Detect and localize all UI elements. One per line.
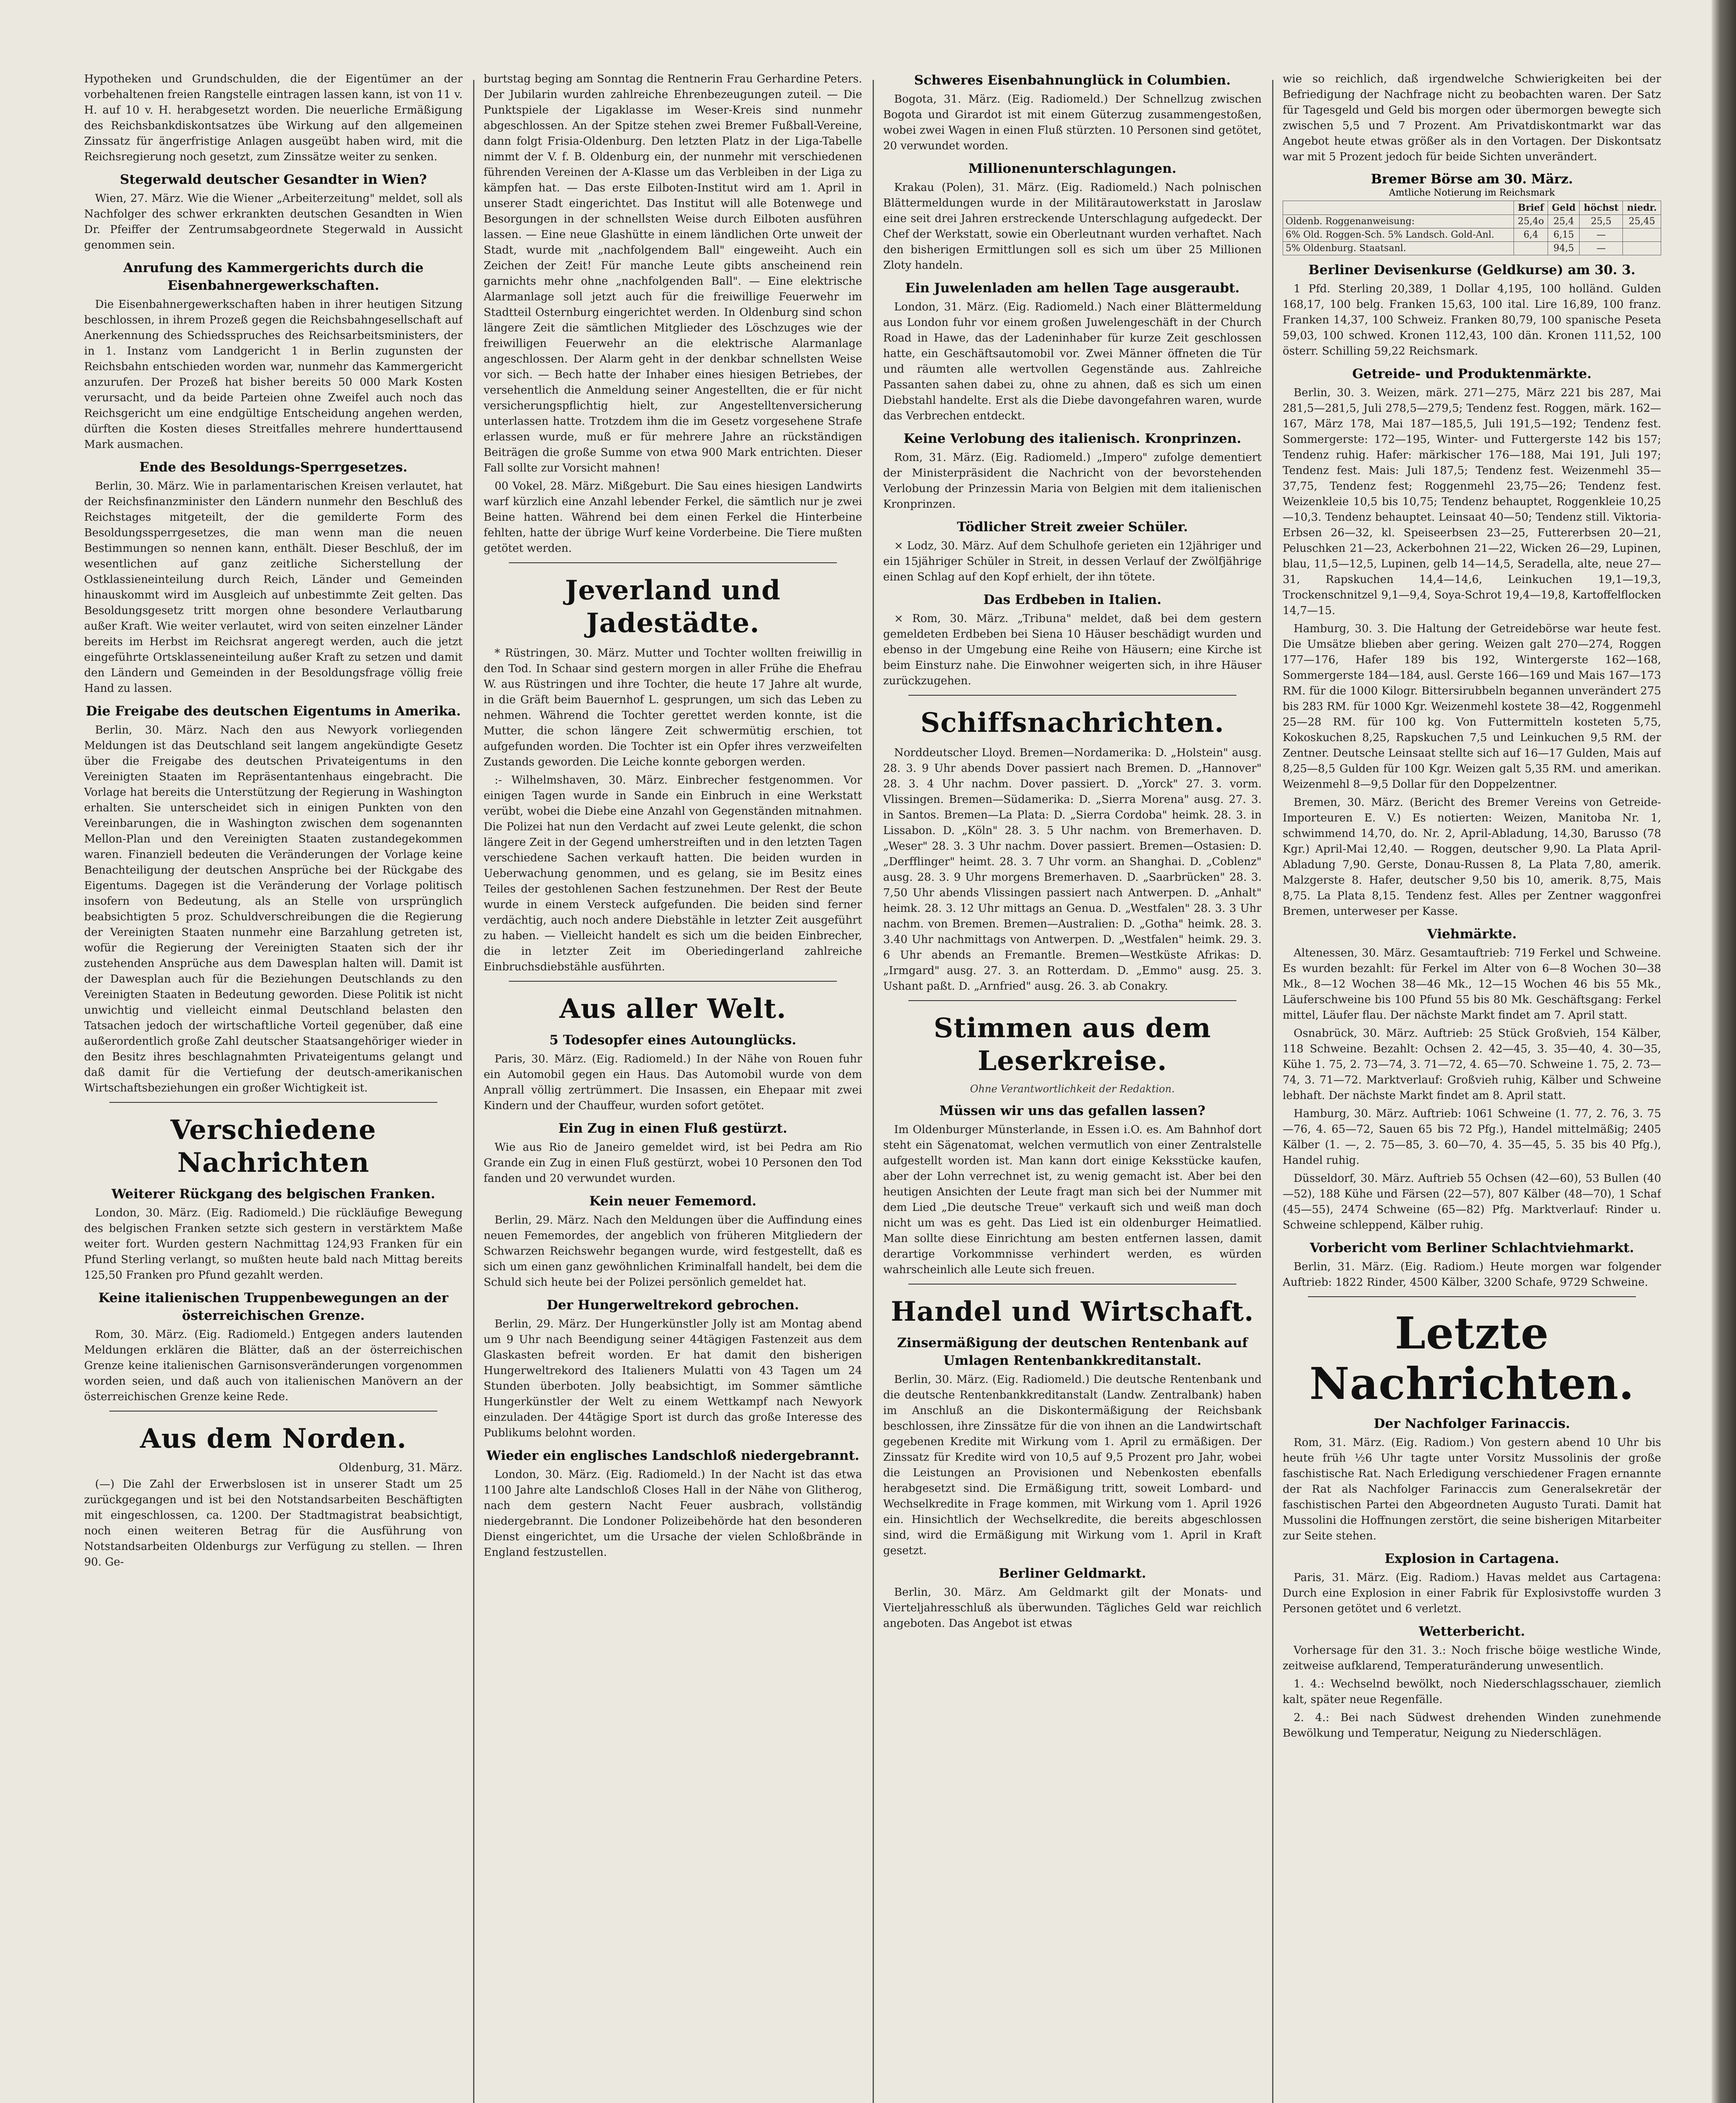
article-text: Berlin, 31. März. (Eig. Radiom.) Heute morgen war folgender Auftrieb: 1822 Rinder, 4500 Kälber, 3200 Schafe, 9729 Schweine. xyxy=(1283,1261,1661,1289)
headline: Wieder ein englisches Landschloß niedergebrannt. xyxy=(486,1448,860,1463)
table-row xyxy=(1283,215,1661,228)
headline: Wetterbericht. xyxy=(1418,1624,1525,1639)
headline: Das Erdbeben in Italien. xyxy=(983,592,1162,607)
article-text: Paris, 31. März. (Eig. Radiom.) Havas meldet aus Cartagena: Durch eine Explosion in einer Fabrik für Explosivstoffe wurden 3 Personen getötet und 6 verletzt. xyxy=(1283,1571,1661,1615)
article-text: Berlin, 29. März. Nach den Meldungen über die Auffindung eines neuen Fememordes, der angeblich von früheren Mitgliedern der Schwarzen Reichswehr begangen wurde, wird festgestellt, daß es sich um einen ganz gewöhnlichen Kriminalfall handelt, bei dem die Schuld sich heute bei der Polizei persönlich gemeldet hat. xyxy=(484,1214,862,1289)
headline: Vorbericht vom Berliner Schlachtviehmarkt. xyxy=(1310,1240,1634,1255)
table-cell: 5% Oldenburg. Staatsanl. xyxy=(1283,242,1514,255)
section-heading: Jeverland und Jadestädte. xyxy=(565,575,781,639)
article-text: 1. 4.: Wechselnd bewölkt, noch Niederschlagsschauer, ziemlich kalt, später neue Regenfälle. xyxy=(1283,1678,1661,1706)
headline: Zinsermäßigung der deutschen Rentenbank auf Umlagen Rentenbankkreditanstalt. xyxy=(897,1335,1248,1368)
section-divider xyxy=(908,695,1236,696)
table-header: Brief xyxy=(1514,201,1548,215)
section-heading: Schiffsnachrichten. xyxy=(920,707,1225,739)
article-text: Hamburg, 30. März. Auftrieb: 1061 Schweine (1. 77, 2. 76, 3. 75—76, 4. 65—72, Sauen 65 bis 72 Pfg.), Handel mittelmäßig; 2405 Kälber (1. —, 2. 75—85, 3. 60—70, 4. 35—45, 5. 35 bis 40 Pfg.), Handel ruhig. xyxy=(1283,1107,1661,1167)
exchange-table xyxy=(1283,201,1661,255)
article-text: wie so reichlich, daß irgendwelche Schwierigkeiten bei der Befriedigung der Nachfrage nicht zu beobachten waren. Der Satz für Tagesgeld und Geld bis morgen oder übermorgen bewegte sich zwischen 5,5 und 7 Prozent. Am Privatdiskontmarkt war das Angebot heute etwas größer als in den Vortagen. Der Diskontsatz war mit 5 Prozent jedoch für beide Sichten unverändert. xyxy=(1283,73,1661,163)
headline: Explosion in Cartagena. xyxy=(1384,1551,1559,1566)
table-cell: 25,5 xyxy=(1580,215,1623,228)
table-header-row xyxy=(1283,201,1661,215)
headline: Viehmärkte. xyxy=(1427,927,1517,942)
section-heading: Verschiedene Nachrichten xyxy=(170,1114,376,1179)
article-text: Wie aus Rio de Janeiro gemeldet wird, ist bei Pedra am Rio Grande ein Zug in einen Fluß gestürzt, wobei 10 Personen den Tod fanden und 20 verwundet wurden. xyxy=(484,1141,862,1185)
table-cell: 25,4o xyxy=(1514,215,1548,228)
article-text: London, 30. März. (Eig. Radiomeld.) Die rückläufige Bewegung des belgischen Franken setzte sich gestern in verstärktem Maße weiter fort. Wurden gestern Nachmittag 124,93 Franken für ein Pfund Sterling verlangt, so mußten heute bald nach Mittag bereits 125,50 Franken pro Pfund gezahlt werden. xyxy=(84,1207,463,1282)
column-3 xyxy=(883,72,1262,2103)
section-divider xyxy=(509,981,837,982)
headline: Der Hungerweltrekord gebrochen. xyxy=(547,1298,799,1313)
article-text: Berlin, 30. 3. Weizen, märk. 271—275, März 221 bis 287, Mai 281,5—281,5, Juli 278,5—279,5; Tendenz fest. Roggen, märk. 162—167, März 178, Mai 187—185,5, Juli 191,5—192; Tendenz fest. Sommergerste: 172—195, Winter- und Futtergerste 142 bis 157; Tendenz ruhig. Hafer: märkischer 176—188, Mai 191, Juli 197; Tendenz fest. Mais: Juli 187,5; Tendenz fest. Weizenmehl 35—37,75, Tendenz fest; Roggenmehl 23,75—26; Tendenz fest. Weizenkleie 10,5 bis 10,75; Tendenz behauptet, Roggenkleie 10,25—10,3. Tendenz behauptet. Leinsaat 40—50; Tendenz still. Viktoria-Erbsen 26—32, kl. Speiseerbsen 23—25, Futtererbsen 20—21, Peluschken 21—23, Ackerbohnen 21—22, Wicken 26—29, Lupinen, blau, 11,5—12,5, Lupinen, gelb 14—14,5, Seradella, alte, neue 27—31, Rapskuchen 14,4—14,6, Leinkuchen 19,1—19,3, Trockenschnitzel 9,1—9,4, Soya-Schrot 19,4—19,8, Kartoffelflocken 14,7—15. xyxy=(1283,387,1661,617)
table-header xyxy=(1283,201,1514,215)
article-text: * Rüstringen, 30. März. Mutter und Tochter wollten freiwillig in den Tod. In Schaar sind gestern morgen in aller Frühe die Ehefrau W. aus Rüstringen und ihre Tochter, die heute 17 Jahre alt wurde, in die Gräft beim Bauernhof L. gesprungen, um sich das Leben zu nehmen. Während die Tochter gerettet werden konnte, ist die Mutter, die schon längere Zeit schwermütig erschien, tot aufgefunden worden. Die Tochter ist ein Opfer ihres verzweifelten Zustands geworden. Die Leiche konnte geborgen werden. xyxy=(484,647,862,768)
article-text: :- Wilhelmshaven, 30. März. Einbrecher festgenommen. Vor einigen Tagen wurde in Sande ein Einbruch in eine Werkstatt verübt, wobei die Diebe eine Anzahl von Gegenständen mitnahmen. Die Polizei hat nun den Verdacht auf zwei Leute gelenkt, die schon längere Zeit in der Gegend umherstreiften und in den letzten Tagen verschiedene Sachen verkauft hatten. Die beiden wurden in Ueberwachung genommen, und es gelang, sie im Besitz eines Teiles der gestohlenen Sachen festzunehmen. Der Rest der Beute wurde in einem Versteck aufgefunden. Die beiden sind ferner verdächtig, auch noch andere Diebstähle in letzter Zeit ausgeführt zu haben. — Vielleicht handelt es sich um die beiden Einbrecher, die in letzter Zeit im Oberiedingerland zahlreiche Einbruchsdiebstähle ausführten. xyxy=(484,774,862,973)
headline: Ein Juwelenladen am hellen Tage ausgeraubt. xyxy=(905,281,1240,296)
headline: Weiterer Rückgang des belgischen Franken. xyxy=(111,1187,435,1202)
column-1 xyxy=(84,72,463,2103)
section-subtitle: Ohne Verantwortlichkeit der Redaktion. xyxy=(970,1083,1175,1095)
table-header: niedr. xyxy=(1623,201,1661,215)
headline: Keine italienischen Truppenbewegungen an der österreichischen Grenze. xyxy=(98,1290,449,1323)
headline: Schweres Eisenbahnunglück in Columbien. xyxy=(914,73,1231,88)
headline: Getreide- und Produktenmärkte. xyxy=(1352,366,1592,381)
article-text: Rom, 30. März. (Eig. Radiomeld.) Entgegen anders lautenden Meldungen erklären die Blätter, daß an der österreichischen Grenze keine italienischen Garnisonsveränderungen vorgenommen worden seien, und daß auch von italienischen Manövern an der österreichischen Grenze keine Rede. xyxy=(84,1328,463,1403)
article-text: Wien, 27. März. Wie die Wiener „Arbeiterzeitung" meldet, soll als Nachfolger des schwer erkrankten deutschen Gesandten in Wien Dr. Pfeiffer der Zentrumsabgeordnete Stegerwald in Aussicht genommen sein. xyxy=(84,192,463,252)
article-text: 00 Vokel, 28. März. Mißgeburt. Die Sau eines hiesigen Landwirts warf kürzlich eine Anzahl lebender Ferkel, die sämtlich nur je zwei Beine hatten. Während bei dem einen Ferkel die Hinterbeine fehlten, hatte der übrige Wurf keine Vorderbeine. Die Tiere mußten getötet werden. xyxy=(484,480,862,555)
article-text: Berlin, 30. März. Am Geldmarkt gilt der Monats- und Vierteljahresschluß als überwunden. Tägliches Geld war reichlich angeboten. Das Angebot ist etwas xyxy=(883,1586,1262,1630)
article-text: Rom, 31. März. (Eig. Radiom.) Von gestern abend 10 Uhr bis heute früh ½6 Uhr tagte unter Vorsitz Mussolinis der große faschistische Rat. Nach Erledigung verschiedener Fragen ernannte der Rat als Nachfolger Farinaccis zum Generalsekretär der faschistischen Partei den Abgeordneten Augusto Turati. Damit hat Mussolini die Hoffnungen zerstört, die seine bisherigen Mitarbeiter zur Seite stehen. xyxy=(1283,1436,1661,1542)
article-text: Rom, 31. März. (Eig. Radiomeld.) „Impero" zufolge dementiert der Ministerpräsident die Nachricht von der bevorstehenden Verlobung der Prinzessin Maria von Belgien mit dem italienischen Kronprinzen. xyxy=(883,451,1262,511)
table-header: höchst xyxy=(1580,201,1623,215)
section-divider xyxy=(509,562,837,563)
article-text: Vorhersage für den 31. 3.: Noch frische böige westliche Winde, zeitweise aufklarend, Temperaturänderung unwesentlich. xyxy=(1283,1644,1661,1672)
article-text: Im Oldenburger Münsterlande, in Essen i.O. es. Am Bahnhof dort steht ein Sägenatomat, welchen vermutlich von einer Zentralstelle aufgestellt worden ist. Man kann dort einige Keksstücke kaufen, aber der Lohn verrechnet ist, zu wenig gemacht ist. Aber bei den heutigen Ansichten der Leute fragt man sich bei der Nummer mit dem Lied „Die deutsche Treue" verkauft sich und weiß man doch nicht um was es geht. Das Lied ist ein oldenburger Heimatlied. Man sollte diese Einrichtung am besten entfernen lassen, damit derartige Vorkommnisse verhindert werden, es würden wahrscheinlich alle Leute sich freuen. xyxy=(883,1123,1262,1276)
column-rule xyxy=(1272,80,1273,2103)
section-heading: Letzte Nachrichten. xyxy=(1309,1307,1635,1409)
headline: Stegerwald deutscher Gesandter in Wien? xyxy=(120,172,427,187)
section-heading: Aus aller Welt. xyxy=(559,993,786,1025)
article-text: Hamburg, 30. 3. Die Haltung der Getreidebörse war heute fest. Die Umsätze blieben aber gering. Weizen galt 270—274, Roggen 177—176, Hafer 189 bis 192, Wintergerste 162—168, Sommergerste 184—184, ausl. Gerste 166—169 und Mais 167—173 RM. für die 1000 Kilogr. Bittersirubbeln begannen unverändert 275 bis 283 RM. für 1000 Kgr. Weizenmehl kostete 38—42, Roggenmehl 25—28 RM. für 100 kg. Von Futtermitteln kosteten 5,75, Kokoskuchen 8,25, Rapskuchen 7,5 und Leinkuchen 9,5 RM. der Zentner. Deutsche Leinsaat stellte sich auf 16—17 Gulden, Mais auf 8,25—8,5 Gulden für 100 Kgr. Weizen galt 5,35 RM. und amerikan. Weizenmehl 8—9,5 Dollar für den Doppelzentner. xyxy=(1283,622,1661,791)
article-text: Altenessen, 30. März. Gesamtauftrieb: 719 Ferkel und Schweine. Es wurden bezahlt: für Ferkel im Alter von 6—8 Wochen 30—38 Mk., 8—12 Wochen 38—46 Mk., 12—15 Wochen 46 bis 55 Mk., Läuferschweine bis 100 Pfund 55 bis 80 Mk. Geschäftsgang: Ferkel mittel, Läufer flau. Der nächste Markt findet am 7. April statt. xyxy=(1283,947,1661,1022)
headline: Berliner Devisenkurse (Geldkurse) am 30. 3. xyxy=(1308,262,1635,278)
headline: Der Nachfolger Farinaccis. xyxy=(1373,1416,1570,1431)
article-text: Osnabrück, 30. März. Auftrieb: 25 Stück Großvieh, 154 Kälber, 118 Schweine. Bezahlt: Ochsen 2. 42—45, 3. 35—40, 4. 30—35, Kühe 1. 75, 2. 73—74, 3. 71—72, 4. 65—70. Schweine 1. 75, 2. 73—74, 3. 71—72. Marktverlauf: Großvieh ruhig, Kälber und Schweine lebhaft. Der nächste Markt findet am 8. April statt. xyxy=(1283,1027,1661,1102)
column-layout xyxy=(84,72,1691,2103)
table-cell: — xyxy=(1580,228,1623,242)
table-header: Geld xyxy=(1548,201,1580,215)
article-text: 2. 4.: Bei nach Südwest drehenden Winden zunehmende Bewölkung und Temperatur, Neigung zu Niederschlägen. xyxy=(1283,1711,1661,1740)
article-text: Düsseldorf, 30. März. Auftrieb 55 Ochsen (42—60), 53 Bullen (40—52), 188 Kühe und Färsen (22—57), 807 Kälber (48—70), 1 Schaf (45—55), 2474 Schweine (65—82) Pfg. Marktverlauf: Rinder u. Schweine schleppend, Kälber ruhig. xyxy=(1283,1172,1661,1232)
article-text: 1 Pfd. Sterling 20,389, 1 Dollar 4,195, 100 holländ. Gulden 168,17, 100 belg. Franken 15,63, 100 ital. Lire 16,89, 100 franz. Franken 14,37, 100 Schweiz. Franken 80,79, 100 spanische Peseta 59,03, 100 schwed. Kronen 112,43, 100 dän. Kronen 111,52, 100 österr. Schilling 59,22 Reichsmark. xyxy=(1283,283,1661,358)
table-cell: 94,5 xyxy=(1548,242,1580,255)
article-text: × Rom, 30. März. „Tribuna" meldet, daß bei dem gestern gemeldeten Erdbeben bei Siena 10 Häuser beschädigt wurden und ebenso in der Umgebung eine Reihe von Häusern; eine Kirche ist beim Einsturz nahe. Die Einwohner weigerten sich, in ihre Häuser zurückzugehen. xyxy=(883,612,1262,687)
headline: Anrufung des Kammergerichts durch die Eisenbahnergewerkschaften. xyxy=(123,260,424,293)
table-cell: 6,4 xyxy=(1514,228,1548,242)
headline: Berliner Geldmarkt. xyxy=(998,1566,1146,1581)
article-text: × Lodz, 30. März. Auf dem Schulhofe gerieten ein 12jähriger und ein 15jähriger Schüler in Streit, in dessen Verlauf der Zwölfjährige einen Schlag auf den Kopf erhielt, der ihn tötete. xyxy=(883,540,1262,583)
page-binding-edge xyxy=(1712,0,1736,2103)
table-cell xyxy=(1623,242,1661,255)
headline: Ende des Besoldungs-Sperrgesetzes. xyxy=(139,460,408,475)
headline: Die Freigabe des deutschen Eigentums in Amerika. xyxy=(86,704,461,719)
table-cell: 25,45 xyxy=(1623,215,1661,228)
article-text: burtstag beging am Sonntag die Rentnerin Frau Gerhardine Peters. Der Jubilarin wurden zahlreiche Ehrenbezeugungen zuteil. — Die Punktspiele der Ligaklasse im Weser-Kreis sind nunmehr abgeschlossen. An der Spitze stehen zwei Bremer Fußball-Vereine, dann folgt Frisia-Oldenburg. Den letzten Platz in der Liga-Tabelle nimmt der V. f. B. Oldenburg ein, der nunmehr mit verschiedenen führenden Vereinen der A-Klasse um das Verbleiben in der Liga zu kämpfen hat. — Das erste Eilboten-Institut wird am 1. April in unserer Stadt eingerichtet. Das Institut will alle Botenwege und Besorgungen in der schnellsten Weise durch Eilboten ausführen lassen. — Eine neue Glashütte in einem ländlichen Orte unweit der Stadt, wurde mit „nachfolgendem Ball" eingeweiht. Auch ein Zeichen der Zeit! Für manche Leute gibts anscheinend rein garnichts mehr ohne „nachfolgenden Ball". — Eine elektrische Alarmanlage soll jetzt auch für die freiwillige Feuerwehr im Stadtteil Osternburg eingerichtet werden. In Oldenburg sind schon längere Zeit die sämtlichen Mitglieder des Löschzuges wie der freiwilligen Feuerwehr an die elektrische Alarmanlage angeschlossen. Der Alarm geht in der denkbar schnellsten Weise vor sich. — Bech hatte der Inhaber eines hiesigen Betriebes, der versehentlich die Anmeldung seiner Angestellten, die er für nicht versicherungspflichtig hielt, zur Angestelltenversicherung unterlassen hatte. Trotzdem ihm die im Gesetz vorgesehene Strafe erlassen wurde, muß er für mehrere Jahre an rückständigen Beiträgen die große Summe von etwa 900 Mark entrichten. Dieser Fall sollte zur Vorsicht mahnen! xyxy=(484,73,862,474)
headline: Tödlicher Streit zweier Schüler. xyxy=(957,519,1188,535)
table-cell xyxy=(1623,228,1661,242)
article-text: London, 30. März. (Eig. Radiomeld.) In der Nacht ist das etwa 1100 Jahre alte Landschloß Closes Hall in der Nähe von Glitherog, nach dem gestern Nacht Feuer ausbrach, vollständig niedergebrannt. Die Londoner Polizeibehörde hat den besonderen Dienst eingerichtet, um die Ursache der vielen Schloßbrände in England festzustellen. xyxy=(484,1468,862,1559)
column-2 xyxy=(484,72,862,2103)
section-divider xyxy=(109,1102,437,1103)
table-cell: 6% Old. Roggen-Sch. 5% Landsch. Gold-Anl. xyxy=(1283,228,1514,242)
headline: Müssen wir uns das gefallen lassen? xyxy=(939,1103,1206,1118)
headline: Millionenunterschlagungen. xyxy=(968,161,1177,176)
table-cell xyxy=(1514,242,1548,255)
headline: 5 Todesopfer eines Autounglücks. xyxy=(549,1033,797,1048)
article-text: Berlin, 30. März. Nach den aus Newyork vorliegenden Meldungen ist das Deutschland seit langem angekündigte Gesetz über die Freigabe des deutschen Privateigentums in den Vereinigten Staaten im Repräsentantenhaus eingebracht. Die Vorlage hat bereits die Unterstützung der Regierung in Washington erhalten. Sie unterscheidet sich in einigen Punkten von den Vereinbarungen, die in Washington zwischen dem sogenannten Mellon-Plan und den Vereinigten Staaten zustandegekommen waren. Finanziell bedeuten die Veränderungen der Vorlage keine Benachteiligung der deutschen Ansprüche bei der Rückgabe des Eigentums. Dagegen ist die Veränderung der Vorlage politisch insofern von Bedeutung, als an Stelle von ursprünglich beabsichtigten 5 proz. Schuldverschreibungen die die Regierung der Vereinigten Staaten nunmehr eine Barzahlung getreten ist, wofür die Regierung der Vereinigten Staaten sich der ihr zustehenden Ansprüche aus dem Dawesplan halten will. Damit ist der Dawesplan auch für die Beziehungen Deutschlands zu den Vereinigten Staaten in Bedeutung geworden. Diese Politik ist nicht unwichtig und vielleicht einmal Deutschland belasten den Tatsachen jedoch der wirtschaftliche Vorteil gegenüber, daß eine außerordentlich große Zahl deutscher Staatsangehöriger wieder in den Besitz ihres beschlagnahmten Privateigentums gelangt und daß damit für die Vertiefung der deutsch-amerikanischen Wirtschaftsbeziehungen ein großer Wichtigkeit ist. xyxy=(84,724,463,1094)
section-heading: Stimmen aus dem Leserkreise. xyxy=(934,1012,1211,1077)
article-text: (—) Die Zahl der Erwerbslosen ist in unserer Stadt um 25 zurückgegangen und ist bei den Notstandsarbeiten Beschäftigten mit eingeschlossen, ca. 1200. Der Stadtmagistrat beabsichtigt, noch einen weiteren Betrag für die Ausführung von Notstandsarbeiten Oldenburgs zur Verfügung zu stellen. — Ihren 90. Ge- xyxy=(84,1478,463,1568)
article-text: Hypotheken und Grundschulden, die der Eigentümer an der vorbehaltenen freien Rangstelle eintragen lassen kann, ist von 11 v. H. auf 10 v. H. herabgesetzt worden. Die neuerliche Ermäßigung des Reichsbankdiskontsatzes übe Wirkung auf den allgemeinen Zinssatz für ängerfristige Anlagen ausgeübt haben wird, mit die Reichsregierung noch gesetzt, zum Zinssätze weiter zu senken. xyxy=(84,73,463,163)
article-text: Bogota, 31. März. (Eig. Radiomeld.) Der Schnellzug zwischen Bogota und Girardot ist mit einem Güterzug zusammengestoßen, wobei zwei Wagen in einen Fluß stürzten. 10 Personen sind getötet, 20 verwundet worden. xyxy=(883,93,1262,152)
dateline: Oldenburg, 31. März. xyxy=(339,1461,463,1474)
column-4 xyxy=(1283,72,1661,2103)
column-rule xyxy=(873,80,874,2103)
article-text: Norddeutscher Lloyd. Bremen—Nordamerika: D. „Holstein" ausg. 28. 3. 9 Uhr abends Dover passiert nach Bremen. D. „Hannover" 28. 3. 4 Uhr nachm. Dover passiert. D. „Yorck" 27. 3. vorm. Vlissingen. Bremen—Südamerika: D. „Sierra Morena" ausg. 27. 3. in Santos. Bremen—La Plata: D. „Sierra Cordoba" heimk. 28. 3. in Lissabon. D. „Köln" 28. 3. 5 Uhr nachm. von Bremerhaven. D. „Weser" 28. 3. 3 Uhr nachm. Dover passiert. Bremen—Ostasien: D. „Derfflinger" heimt. 28. 3. 7 Uhr vorm. an Shanghai. D. „Coblenz" ausg. 28. 3. 9 Uhr morgens Bremerhaven. D. „Saarbrücken" 28. 3. 7,50 Uhr abends Vlissingen passiert nach Antwerpen. D. „Anhalt" heimk. 28. 3. 12 Uhr mittags an Genua. D. „Westfalen" 28. 3. 3 Uhr nachm. von Bremen. Bremen—Australien: D. „Gotha" heimk. 28. 3. 3.40 Uhr nachmittags von Antwerpen. D. „Westfalen" heimk. 29. 3. 6 Uhr abends an Fremantle. Bremen—Westküste Afrikas: D. „Irmgard" ausg. 27. 3. an Rotterdam. D. „Emmo" ausg. 25. 3. Ushant paßt. D. „Arnfried" ausg. 26. 3. ab Conakry. xyxy=(883,747,1262,993)
article-text: Krakau (Polen), 31. März. (Eig. Radiomeld.) Nach polnischen Blättermeldungen wurde in der Militärautowerkstatt in Jaroslaw eine seit drei Jahren erstreckende Unterschlagung aufgedeckt. Der Chef der Werkstatt, sowie ein Oberleutnant wurden verhaftet. Nach den bisherigen Ermittlungen soll es sich um über 25 Millionen Zloty handeln. xyxy=(883,181,1262,272)
table-cell: 25,4 xyxy=(1548,215,1580,228)
table-cell: Oldenb. Roggenanweisung: xyxy=(1283,215,1514,228)
article-text: Paris, 30. März. (Eig. Radiomeld.) In der Nähe von Rouen fuhr ein Automobil gegen ein Haus. Das Automobil wurde von dem Anprall völlig zertrümmert. Die Insassen, ein Ehepaar mit zwei Kindern und der Chauffeur, wurden sofort getötet. xyxy=(484,1053,862,1112)
headline: Keine Verlobung des italienisch. Kronprinzen. xyxy=(903,431,1241,446)
table-row xyxy=(1283,228,1661,242)
article-text: Berlin, 30. März. (Eig. Radiomeld.) Die deutsche Rentenbank und die deutsche Rentenbankkreditanstalt (Landw. Zentralbank) haben im Anschluß an die Diskontermäßigung der Reichsbank beschlossen, ihre Zinssätze für die von ihnen an die Landwirtschaft gegebenen Kredite mit Wirkung vom 1. April zu ermäßigen. Der Zinssatz für Kredite wird von 10,5 auf 9,5 Prozent pro Jahr, wobei die Leistungen an Provisionen und Nebenkosten ebenfalls herabgesetzt sind. Die Ermäßigung tritt, soweit Lombard- und Wechselkredite in Frage kommen, mit Wirkung vom 1. April 1926 ein. Hinsichtlich der Wechselkredite, die bereits abgeschlossen sind, wird die Ermäßigung mit Wirkung vom 1. April in Kraft gesetzt. xyxy=(883,1373,1262,1557)
table-cell: — xyxy=(1580,242,1623,255)
column-rule xyxy=(473,80,474,2103)
section-heading: Aus dem Norden. xyxy=(140,1423,407,1454)
table-cell: 6,15 xyxy=(1548,228,1580,242)
exchange-table-title: Bremer Börse am 30. März. xyxy=(1371,172,1573,187)
article-text: Berlin, 30. März. Wie in parlamentarischen Kreisen verlautet, hat der Reichsfinanzminister den Ländern nunmehr den Beschluß des Reichstages mitgeteilt, der die gemilderte Form des Besoldungssperrgesetzes, die man wenn man die neuen Bestimmungen so nennen kann, enthält. Dieser Beschluß, der im wesentlichen auf ganz zeitliche Sicherstellung der Ostklassieneinteilung durch Reich, Länder und Gemeinden hinauskommt wird im Ausgleich auf unbestimmte Zeit gelten. Das Besoldungsgesetz tritt morgen ohne besondere Verlautbarung außer Kraft. Wie weiter verlautet, wird von seiten einzelner Länder bereits im Herbst im Reichsrat angeregt werden, auch die jetzt eingeführte Ortsklasseneinteilung außer Kraft zu setzen und damit den Ländern und Gemeinden in der Besoldungsfrage völlig freie Hand zu lassen. xyxy=(84,480,463,695)
exchange-table-subtitle: Amtliche Notierung im Reichsmark xyxy=(1389,188,1555,198)
section-divider xyxy=(1308,1296,1636,1297)
section-divider xyxy=(109,1411,437,1412)
article-text: Bremen, 30. März. (Bericht des Bremer Vereins von Getreide-Importeuren E. V.) Es notierten: Weizen, Manitoba Nr. 1, schwimmend 14,70, do. Nr. 2, April-Abladung, 14,30, Barusso (78 Kgr.) April-Mai 12,40. — Roggen, deutscher 9,90. La Plata April-Abladung 7,90. Gerste, Donau-Russen 8, La Plata 7,80, amerik. Malzgerste 8. Hafer, deutscher 9,50 bis 10, amerik. 8,75, Mais 8,75. La Plata 8,15. Tendenz fest. Alles per Zentner waggonfrei Bremen, unterweser per Kasse. xyxy=(1283,796,1661,918)
section-heading: Handel und Wirtschaft. xyxy=(891,1296,1254,1327)
headline: Kein neuer Fememord. xyxy=(589,1194,757,1209)
section-divider xyxy=(908,1284,1236,1285)
headline: Ein Zug in einen Fluß gestürzt. xyxy=(558,1121,787,1136)
article-text: Berlin, 29. März. Der Hungerkünstler Jolly ist am Montag abend um 9 Uhr nach Beendigung seiner 44tägigen Fastenzeit aus dem Glaskasten befreit worden. Er hat damit den bisherigen Hungerweltrekord des Italieners Mulatti von 43 Tagen um 24 Stunden überboten. Jolly beabsichtigt, im Sommer sämtliche Hungerkünstler der Welt zu einem Wettkampf nach Newyork einzuladen. Der 44tägige Sport ist durch das große Interesse des Publikums belohnt worden. xyxy=(484,1318,862,1439)
article-text: London, 31. März. (Eig. Radiomeld.) Nach einer Blättermeldung aus London fuhr vor einem großen Juwelengeschäft in der Church Road in Hawe, das der Ladeninhaber für kurze Zeit geschlossen hatte, ein Geschäftsautomobil vor. Zwei Männer öffneten die Tür und räumten alle wertvollen Gegenstände aus. Zahlreiche Passanten sahen dabei zu, ohne zu ahnen, daß es sich um einen Diebstahl handelte. Erst als die Diebe davongefahren waren, wurde das Verbrechen entdeckt. xyxy=(883,301,1262,422)
article-text: Die Eisenbahnergewerkschaften haben in ihrer heutigen Sitzung beschlossen, in ihrem Prozeß gegen die Reichsbahngesellschaft auf Anerkennung des Schiedsspruches des Reichsarbeitsministers, der in 1. Instanz vom Landgericht 1 in Berlin zugunsten der Reichsbahn entschieden worden war, nunmehr das Kammergericht anzurufen. Der Prozeß hat bisher bereits 50 000 Mark Kosten verursacht, und da beide Parteien ohne Zweifel auch noch das Reichsgericht um eine endgültige Entscheidung angehen werden, dürften die Kosten dieses Streitfalles mehrere hunderttausend Mark ausmachen. xyxy=(84,298,463,451)
section-divider xyxy=(908,1000,1236,1001)
table-row xyxy=(1283,242,1661,255)
